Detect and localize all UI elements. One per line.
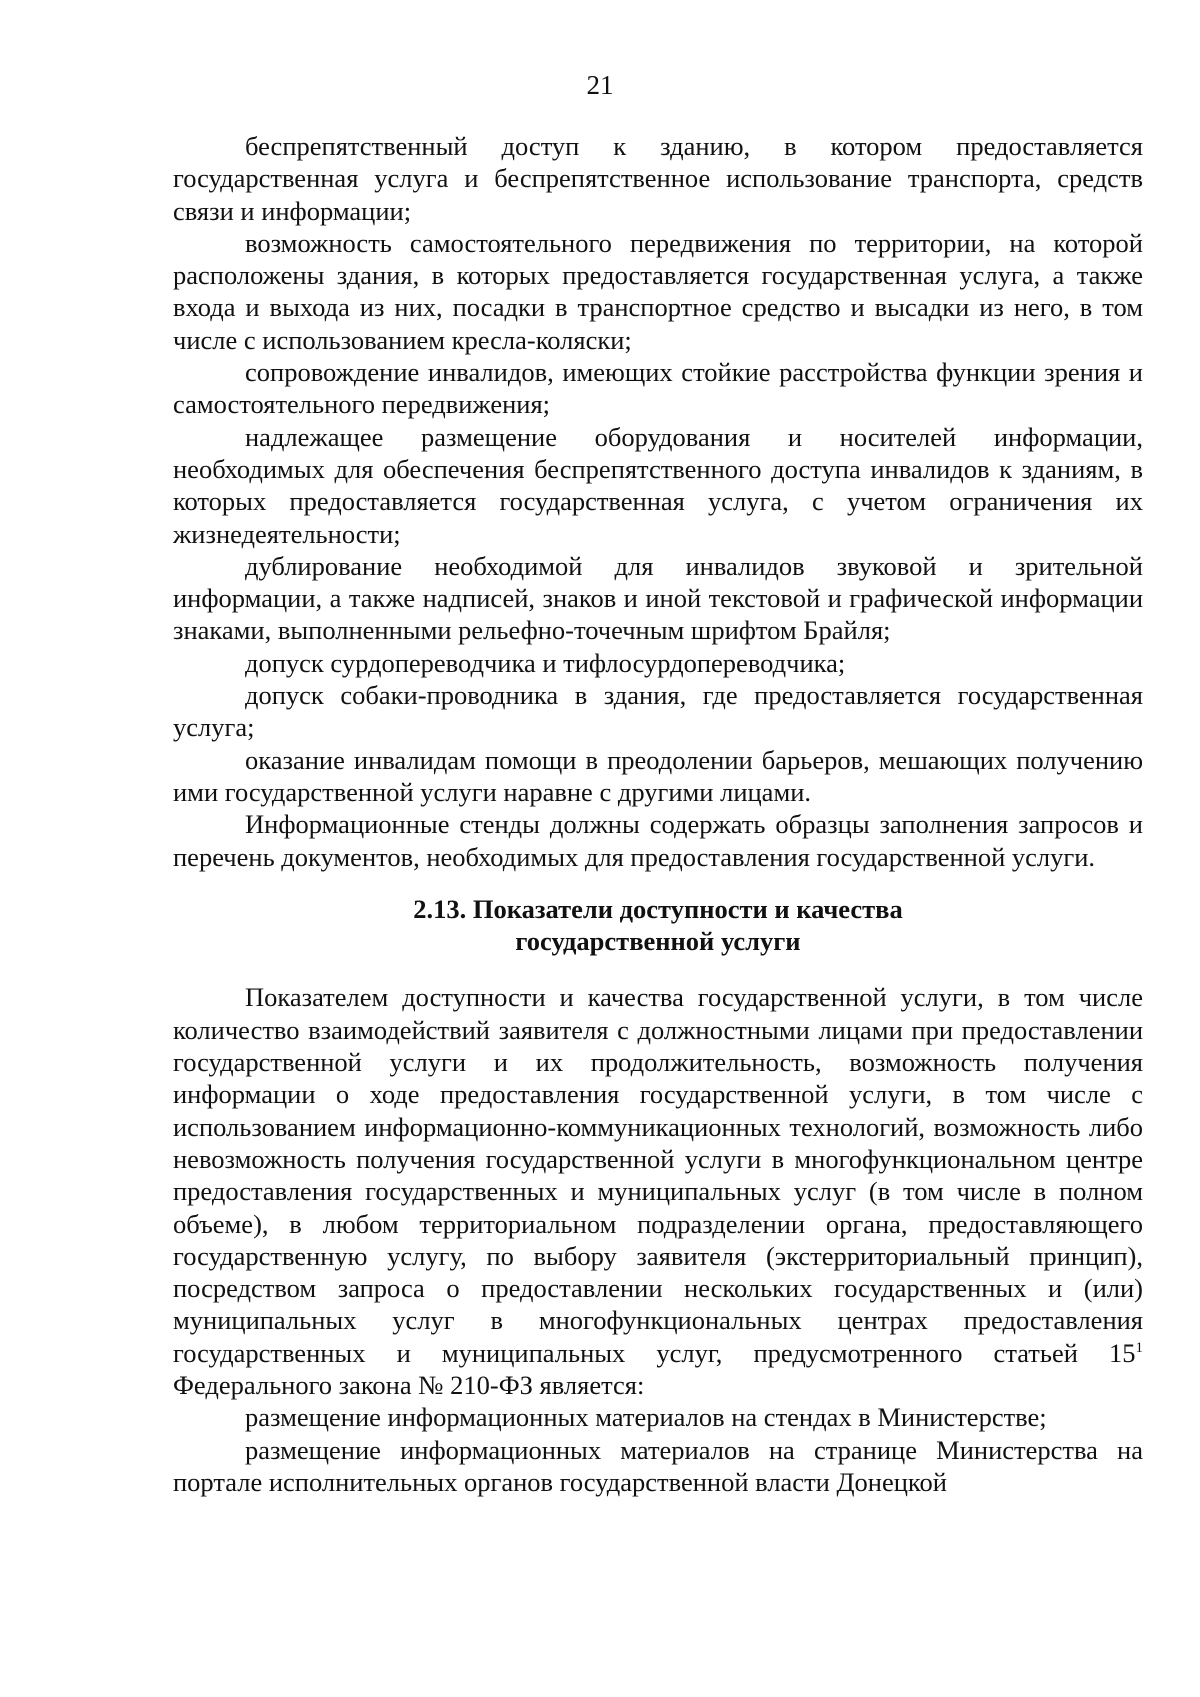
- page-number: 21: [586, 70, 614, 100]
- section-heading: [173, 893, 1143, 958]
- paragraph: надлежащее размещение оборудования и носителей информации, необходимых для обеспечения беспрепятственного доступа инвалидов к зданиям, в которых предоставляется государственная услуга, с учетом ограничения их жизнедеятельности;: [173, 421, 1143, 549]
- section-heading-line-2: государственной услуги: [515, 926, 801, 957]
- paragraph: размещение информационных материалов на странице Министерства на портале исполнительных органов государственной власти Донецкой: [173, 1434, 1143, 1497]
- document-body: [173, 130, 1143, 1498]
- paragraph: допуск собаки-проводника в здания, где предоставляется государственная услуга;: [173, 680, 1143, 743]
- paragraph: Информационные стенды должны содержать образцы заполнения запросов и перечень документов, необходимых для предоставления государственной услуги.: [173, 809, 1143, 872]
- main-paragraph-part-1: Показателем доступности и качества государственной услуги, в том числе количество взаимодействий заявителя с должностными лицами при предоставлении государственной услуги и их продолжительность, возможность получения информации о ходе предоставления государственной услуги, в том числе с использованием информационно-коммуникационных технологий, возможность либо невозможность получения государственной услуги в многофункциональном центре предоставления государственных и муниципальных услуг (в том числе в полном объеме), в любом территориальном подразделении органа, предоставляющего государственную услугу, по выбору заявителя (экстерриториальный принцип), посредством запроса о предоставлении нескольких государственных и (или) муниципальных услуг в многофункциональных центрах предоставления государственных и муниципальных услуг, предусмотренного статьей 15: [173, 982, 1143, 1368]
- main-paragraph: [173, 981, 1143, 1401]
- main-paragraph-part-2: Федерального закона № 210-ФЗ является:: [173, 1369, 645, 1400]
- paragraph: размещение информационных материалов на стендах в Министерстве;: [245, 1402, 1047, 1433]
- section-heading-line-1: 2.13. Показатели доступности и качества: [413, 893, 903, 924]
- paragraph: оказание инвалидам помощи в преодолении барьеров, мешающих получению ими государственной услуги наравне с другими лицами.: [173, 744, 1143, 807]
- footnote-superscript: 1: [1135, 1339, 1143, 1356]
- paragraph: возможность самостоятельного передвижения по территории, на которой расположены здания, в которых предоставляется государственная услуга, а также входа и выхода из них, посадки в транспортное средство и высадки из него, в том числе с использованием кресла-коляски;: [173, 227, 1143, 355]
- paragraph: беспрепятственный доступ к зданию, в котором предоставляется государственная услуга и беспрепятственное использование транспорта, средств связи и информации;: [173, 131, 1143, 226]
- paragraph: дублирование необходимой для инвалидов звуковой и зрительной информации, а также надписей, знаков и иной текстовой и графической информации знаками, выполненными рельефно-точечным шрифтом Брайля;: [173, 550, 1143, 646]
- paragraph: допуск сурдопереводчика и тифлосурдопереводчика;: [245, 647, 846, 678]
- paragraph: сопровождение инвалидов, имеющих стойкие расстройства функции зрения и самостоятельного передвижения;: [173, 357, 1143, 420]
